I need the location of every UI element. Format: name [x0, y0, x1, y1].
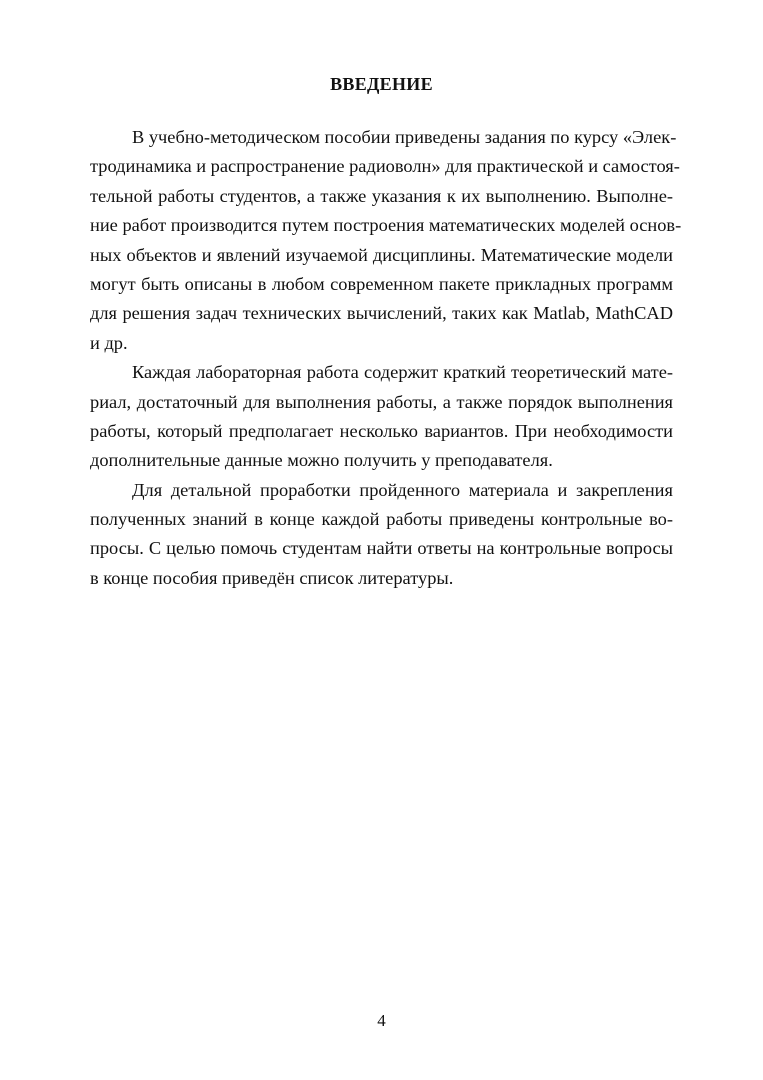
text-line: и др. — [90, 332, 128, 353]
paragraph-2 — [90, 358, 673, 476]
text-line: дополнительные данные можно получить у преподавателя. — [90, 450, 553, 471]
text-line: для решения задач технических вычислений, таких как Matlab, MathCAD — [90, 303, 673, 324]
text-line: работы, который предполагает несколько вариантов. При необходимости — [90, 420, 673, 441]
text-line: полученных знаний в конце каждой работы приведены контрольные во- — [90, 509, 673, 530]
text-line: тродинамика и распространение радиоволн» для практической и самостоя- — [90, 156, 680, 177]
paragraph-1 — [90, 123, 682, 358]
section-heading: ВВЕДЕНИЕ — [330, 74, 433, 94]
text-line: ных объектов и явлений изучаемой дисциплины. Математические модели — [90, 244, 673, 265]
text-line: тельной работы студентов, а также указания к их выполнению. Выполне- — [90, 185, 673, 206]
text-line: Каждая лабораторная работа содержит краткий теоретический мате- — [132, 362, 673, 383]
body-text — [90, 123, 682, 593]
page-number: 4 — [377, 1011, 386, 1030]
text-line: ние работ производится путем построения математических моделей основ- — [90, 215, 682, 236]
paragraph-3 — [90, 476, 673, 594]
text-line: риал, достаточный для выполнения работы, а также порядок выполнения — [90, 391, 673, 412]
text-line: Для детальной проработки пройденного материала и закрепления — [132, 479, 673, 500]
text-line: просы. С целью помочь студентам найти ответы на контрольные вопросы — [90, 538, 673, 559]
text-line: в конце пособия приведён список литературы. — [90, 567, 454, 588]
text-line: могут быть описаны в любом современном пакете прикладных программ — [90, 273, 673, 294]
text-line: В учебно-методическом пособии приведены задания по курсу «Элек- — [132, 127, 677, 147]
